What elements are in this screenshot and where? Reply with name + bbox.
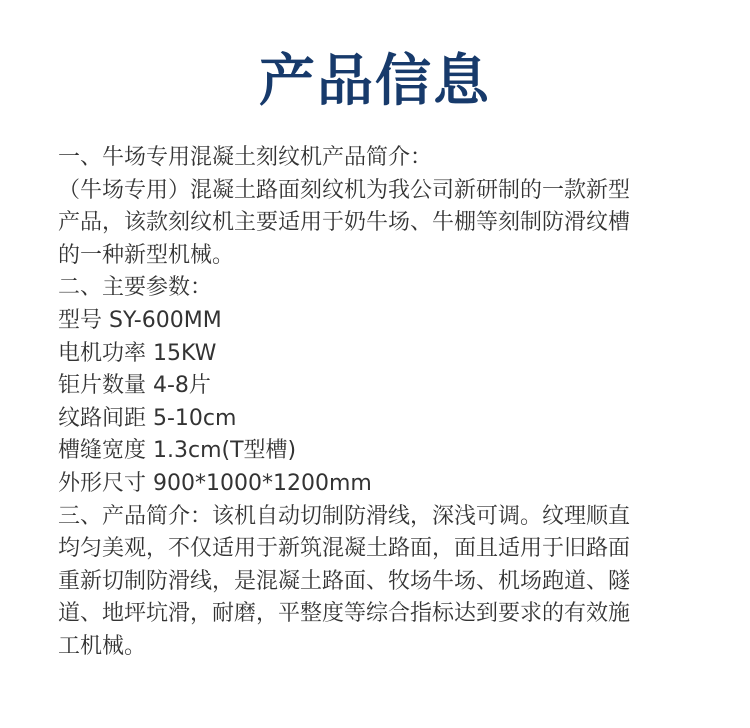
text-line: 一、牛场专用混凝土刻纹机产品简介： [58,145,433,170]
text-line: 的一种新型机械。 [58,242,235,268]
param-groove-spacing: 纹路间距 5-10cm [58,405,237,431]
text-line: 三、产品简介：该机自动切制防滑线，深浅可调。纹理顺直 [58,503,631,529]
param-blade-count: 钜片数量 4-8片 [58,373,211,399]
page-title: 产品信息 [259,49,491,114]
text-line: 均匀美观，不仅适用于新筑混凝土路面，面且适用于旧路面 [58,536,631,562]
param-motor-power: 电机功率 15KW [58,340,217,366]
text-line: 产品，该款刻纹机主要适用于奶牛场、牛棚等刻制防滑纹槽 [58,210,631,236]
param-dimensions: 外形尺寸 900*1000*1200mm [58,470,372,496]
text-line: 重新切制防滑线，是混凝土路面、牧场牛场、机场跑道、隧 [58,568,631,594]
product-description [58,142,708,664]
param-model: 型号 SY-600MM [58,307,222,333]
text-line: 工机械。 [58,633,147,659]
param-slot-width: 槽缝宽度 1.3cm(T型槽) [58,438,297,464]
text-line: （牛场专用）混凝土路面刻纹机为我公司新研制的一款新型 [58,177,631,203]
text-line: 道、地坪坑滑，耐磨，平整度等综合指标达到要求的有效施 [58,601,631,627]
section-heading: 二、主要参数： [58,275,213,301]
